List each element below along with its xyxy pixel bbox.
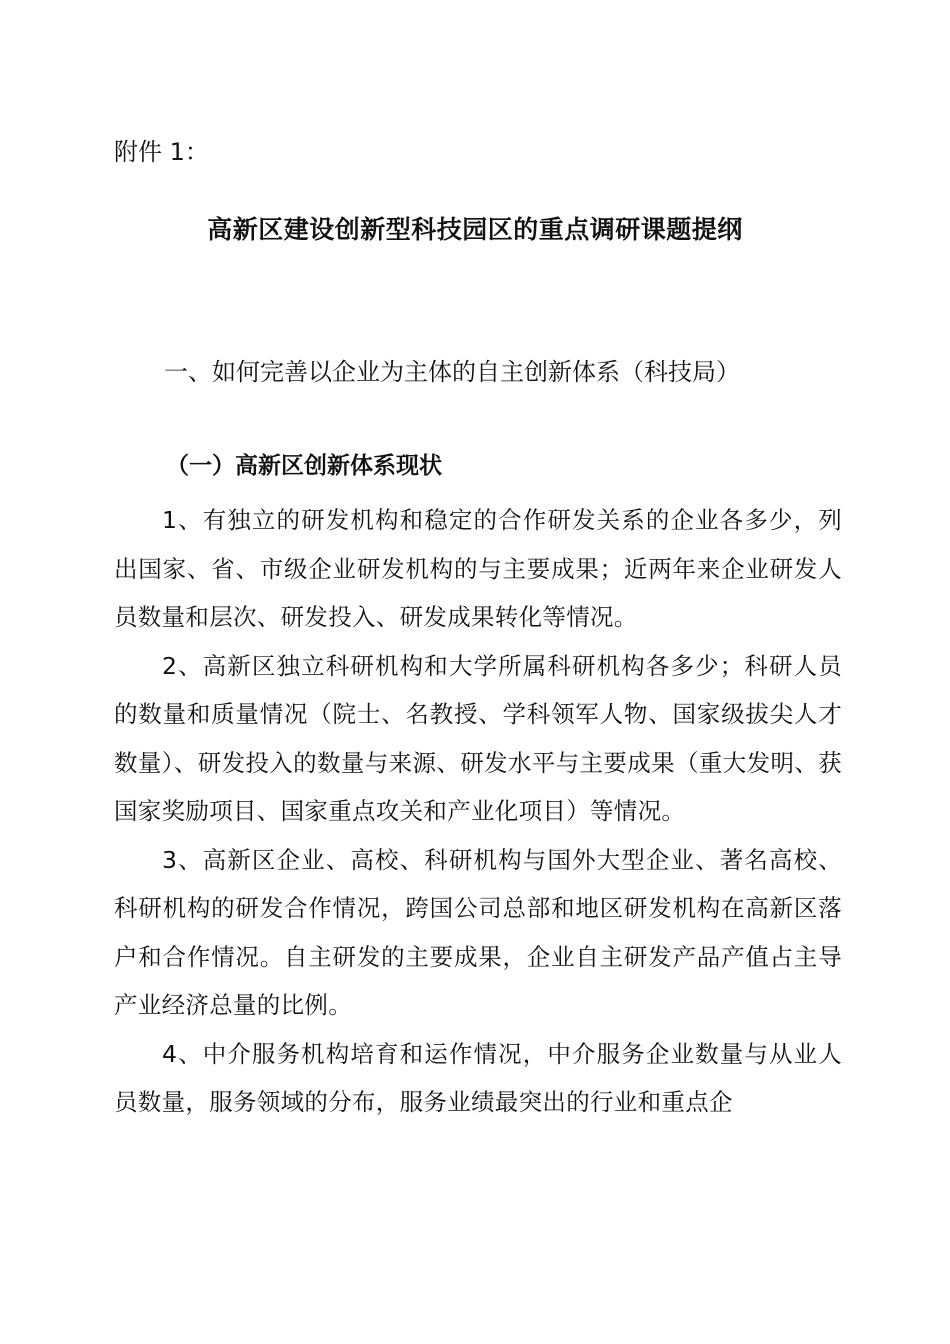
attachment-label: 附件 1： — [114, 138, 209, 166]
section-heading: 一、如何完善以企业为主体的自主创新体系（科技局） — [164, 358, 740, 386]
document-title: 高新区建设创新型科技园区的重点调研课题提纲 — [207, 215, 743, 244]
body-text — [114, 496, 842, 1127]
paragraph-2: 2、高新区独立科研机构和大学所属科研机构各多少；科研人员的数量和质量情况（院士、名教授、学科领军人物、国家级拔尖人才数量）、研发投入的数量与来源、研发水平与主要成果（重大发明、获国家奖励项目、国家重点攻关和产业化项目）等情况。 — [114, 651, 842, 825]
sub-heading: （一）高新区创新体系现状 — [166, 453, 442, 479]
paragraph-4: 4、中介服务机构培育和运作情况，中介服务企业数量与从业人员数量，服务领域的分布，服务业绩最突出的行业和重点企 — [114, 1039, 842, 1116]
paragraph-3: 3、高新区企业、高校、科研机构与国外大型企业、著名高校、科研机构的研发合作情况，跨国公司总部和地区研发机构在高新区落户和合作情况。自主研发的主要成果，企业自主研发产品产值占主导产业经济总量的比例。 — [114, 845, 842, 1019]
paragraph-1: 1、有独立的研发机构和稳定的合作研发关系的企业各多少，列出国家、省、市级企业研发机构的与主要成果；近两年来企业研发人员数量和层次、研发投入、研发成果转化等情况。 — [114, 506, 842, 631]
